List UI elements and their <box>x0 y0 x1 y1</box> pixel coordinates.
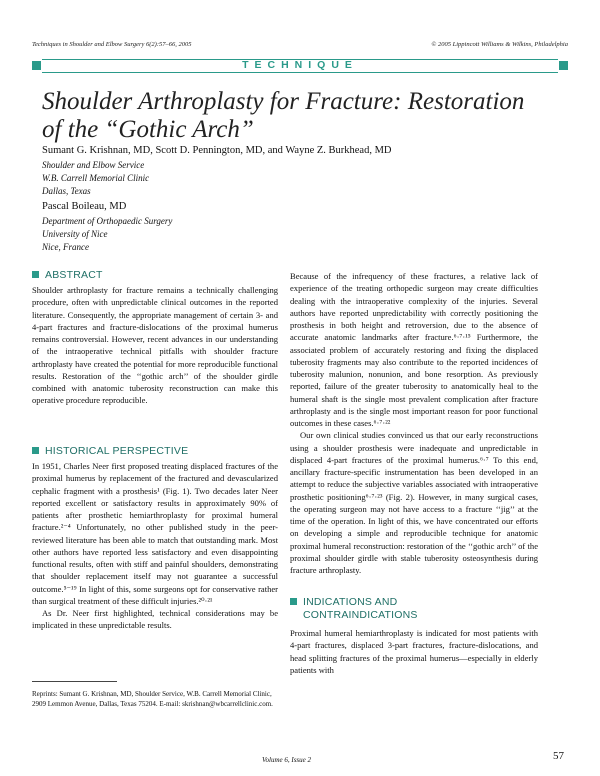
abstract-body: Shoulder arthroplasty for fracture remains a technically challenging procedure, often with unpredictable clinical outcomes in the reported literature. Consequently, the appropriate management of certain 3- and 4-part fractures and fracture-dislocations of the proximal humerus remains controversial. However, recent advances in our understanding of the intraoperative technical pitfalls with shoulder fracture arthroplasty have created the potential for more reproducible functional results. Restoration of the ‘‘gothic arch’’ of the shoulder girdle combined with anatomic tuberosity reconstruction can make this operative procedure reproducible. <box>32 285 278 406</box>
article-title-line-2: of the “Gothic Arch” <box>42 116 254 143</box>
abstract-heading: ABSTRACT <box>32 269 103 282</box>
affiliation-line: Department of Orthopaedic Surgery <box>42 216 173 226</box>
running-header-copyright: © 2005 Lippincott Williams & Wilkins, Philadelphia <box>431 41 568 48</box>
affiliation-line: Nice, France <box>42 242 89 252</box>
author-list-2: Pascal Boileau, MD <box>42 201 127 212</box>
indications-heading: INDICATIONS AND CONTRAINDICATIONS <box>290 596 418 622</box>
author-list-1: Sumant G. Krishnan, MD, Scott D. Pennington, MD, and Wayne Z. Burkhead, MD <box>42 145 392 156</box>
historical-heading: HISTORICAL PERSPECTIVE <box>32 445 188 458</box>
page-number: 57 <box>553 750 564 762</box>
historical-paragraph-2: As Dr. Neer first highlighted, technical considerations may be implicated in these unpredictable results. <box>32 608 278 631</box>
historical-body <box>32 460 278 632</box>
right-paragraph-1: Because of the infrequency of these fractures, a relative lack of experience of the treating orthopedic surgeon may create difficulties dealing with the intraoperative complexity of the injuries. Several authors have reported unpredictability with correctly positioning the prosthesis in both height and retroversion, due to the absence of accurate anatomic landmarks after fracture.⁶·⁷·¹⁵ Furthermore, the associated problem of accurately restoring and fixing the displaced tuberosity fragments may also contribute to the reported incidences of tuberosity malunion, nonunion, and bone resorption. As previously reported, failure of the greater tuberosity to anatomically heal to the humeral shaft is the single most prevalent complication after fracture arthroplasty and is the single most important reason for poor functional outcomes in these cases.⁶·⁷·²² <box>290 271 538 428</box>
right-column-body <box>290 270 538 576</box>
reprints-note: Reprints: Sumant G. Krishnan, MD, Shoulder Service, W.B. Carrell Memorial Clinic, 2909 Lemmon Avenue, Dallas, Texas 75204. E-mail: skrishnan@wbcarrellclinic.com. <box>32 690 273 708</box>
right-paragraph-2: Our own clinical studies convinced us that our early reconstructions using a shoulder prosthesis were inadequate and unpredictable in displaced 4-part fractures of the proximal humerus.⁶·⁷ To this end, ancillary fracture-specific instrumentation has been developed in an attempt to reduce the subjective variables associated with intraoperative prosthetic positioning⁶·⁷·²³ (Fig. 2). However, in many surgical cases, the operating surgeon may not have access to a fracture ‘‘jig’’ at the time of the operation. In light of this, we have concentrated our efforts on developing a simple and reproducible technique for anatomic proximal humeral reconstruction: restoration of the ‘‘gothic arch’’ of the proximal shoulder girdle with stable tuberosity osteosynthesis during fracture arthroplasty. <box>290 430 538 575</box>
article-title-line-1: Shoulder Arthroplasty for Fracture: Restoration <box>42 88 525 115</box>
affiliation-line: University of Nice <box>42 229 108 239</box>
affiliation-1 <box>42 159 149 198</box>
affiliation-line: Shoulder and Elbow Service <box>42 160 145 170</box>
affiliation-2 <box>42 215 172 254</box>
article-title <box>42 88 562 144</box>
section-label: TECHNIQUE <box>242 59 358 71</box>
footer-volume: Volume 6, Issue 2 <box>262 756 311 764</box>
affiliation-line: W.B. Carrell Memorial Clinic <box>42 173 150 183</box>
section-bullet-icon <box>290 598 297 605</box>
historical-paragraph-1: In 1951, Charles Neer first proposed treating displaced fractures of the proximal humerus by replacement of the fractured and devascularized cephalic fragment with a prosthesis¹ (Fig. 1). Two decades later Neer reported excellent or satisfactory results in approximately 90% of patients after prosthetic hemiarthroplasty for proximal humeral fracture.²⁻⁴ Unfortunately, no other published study in the peer-reviewed literature has been able to match that outstanding mark. Most other authors have reported less satisfactory and even disappointing functional results, often with stiff and painful shoulders, demonstrating that shoulder replacement itself may not guarantee a successful outcome.⁵⁻¹⁹ In light of this, some surgeons opt for conservative rather than surgical treatment of these difficult injuries.²⁰·²¹ <box>32 461 278 606</box>
section-bullet-icon <box>32 447 39 454</box>
running-header-journal: Techniques in Shoulder and Elbow Surgery 6(2):57–66, 2005 <box>32 41 192 48</box>
footnote-rule <box>32 681 117 682</box>
affiliation-line: Dallas, Texas <box>42 186 91 196</box>
section-bullet-icon <box>32 271 39 278</box>
indications-body: Proximal humeral hemiarthroplasty is indicated for most patients with 4-part fractures, displaced 3-part fractures, fracture-dislocations, and head splitting fractures of the proximal humerus—especially in elderly patients with <box>290 628 538 675</box>
